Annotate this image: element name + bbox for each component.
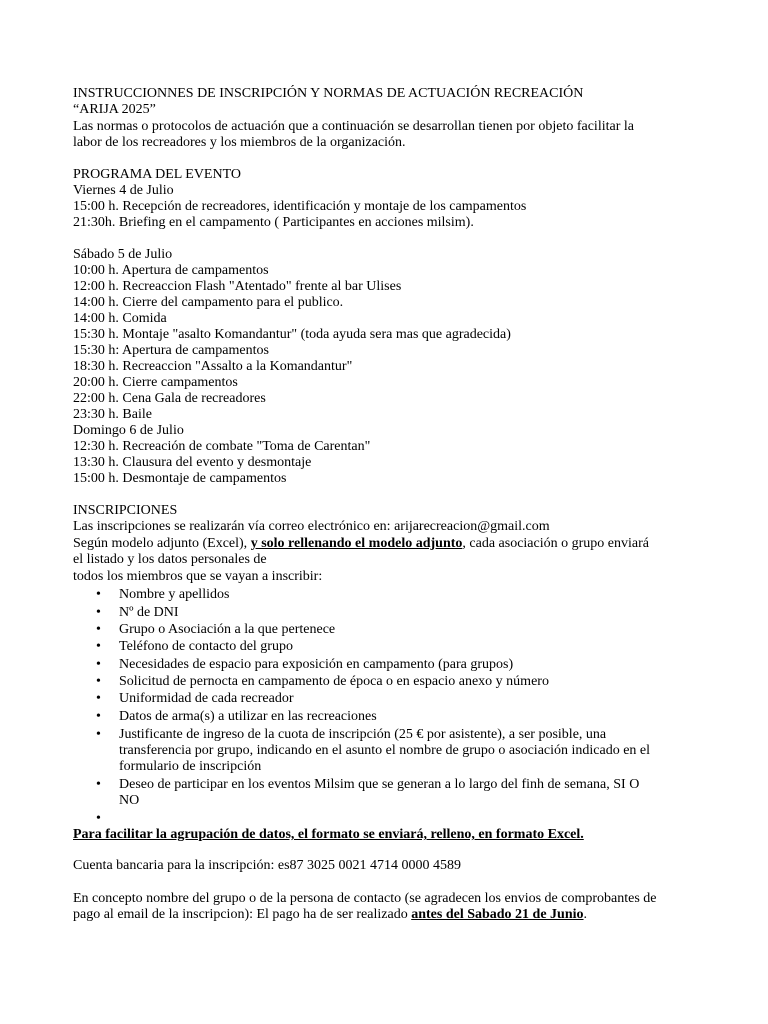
bullet-marker: • — [96, 777, 101, 792]
concept-line1: En concepto nombre del grupo o de la persona de contacto (se agradecen los envios de comprobantes de — [73, 891, 657, 906]
payment-deadline: antes del Sabado 21 de Junio — [411, 907, 584, 922]
day1-heading: Viernes 4 de Julio — [73, 183, 174, 198]
document-title-line2: “ARIJA 2025” — [73, 102, 156, 117]
bullet-item: Teléfono de contacto del grupo — [119, 639, 293, 654]
day2-heading: Sábado 5 de Julio — [73, 247, 173, 262]
schedule-item: 21:30h. Briefing en el campamento ( Participantes en acciones milsim). — [73, 215, 474, 230]
schedule-item: 14:00 h. Cierre del campamento para el publico. — [73, 295, 344, 310]
bullet-marker: • — [96, 709, 101, 724]
model-line — [73, 536, 649, 552]
document-title-line1: INSTRUCCIONNES DE INSCRIPCIÓN Y NORMAS DE ACTUACIÓN RECREACIÓN — [73, 86, 584, 101]
schedule-item: 23:30 h. Baile — [73, 407, 152, 422]
concept-line2-post: . — [583, 907, 588, 922]
schedule-item: 15:00 h. Desmontaje de campamentos — [73, 471, 287, 486]
day3-heading: Domingo 6 de Julio — [73, 423, 184, 438]
programa-heading: PROGRAMA DEL EVENTO — [73, 167, 242, 182]
format-note: Para facilitar la agrupación de datos, el formato se enviará, relleno, en formato Excel. — [73, 827, 584, 842]
bullet-item: Grupo o Asociación a la que pertenece — [119, 622, 336, 637]
bullet-item: Deseo de participar en los eventos Milsim que se generan a lo largo del finh de semana, SI O — [119, 777, 640, 792]
bullet-marker: • — [96, 727, 101, 742]
bullet-item-continued: NO — [119, 793, 140, 808]
listado-line: el listado y los datos personales de — [73, 552, 267, 567]
bullet-item: Datos de arma(s) a utilizar en las recreaciones — [119, 709, 377, 724]
schedule-item: 15:30 h: Apertura de campamentos — [73, 343, 269, 358]
bank-account-line: Cuenta bancaria para la inscripción: es87 3025 0021 4714 0000 4589 — [73, 858, 462, 873]
bullet-marker: • — [96, 622, 101, 637]
schedule-item: 13:30 h. Clausura del evento y desmontaje — [73, 455, 312, 470]
inscripciones-heading: INSCRIPCIONES — [73, 503, 178, 518]
schedule-item: 15:00 h. Recepción de recreadores, identificación y montaje de los campamentos — [73, 199, 527, 214]
bullet-marker: • — [96, 605, 101, 620]
bullet-item: Nombre y apellidos — [119, 587, 230, 602]
schedule-item: 10:00 h. Apertura de campamentos — [73, 263, 269, 278]
bullet-marker: • — [96, 674, 101, 689]
intro-line1: Las normas o protocolos de actuación que a continuación se desarrollan tienen por objeto facilitar la — [73, 119, 634, 134]
schedule-item: 15:30 h. Montaje "asalto Komandantur" (toda ayuda sera mas que agradecida) — [73, 327, 511, 342]
bullet-marker: • — [96, 657, 101, 672]
bullet-item: Nº de DNI — [119, 605, 179, 620]
model-line-pre: Según modelo adjunto (Excel), — [73, 536, 251, 551]
bullet-item-continued: formulario de inscripción — [119, 759, 262, 774]
model-line-post: , cada asociación o grupo enviará — [462, 536, 649, 551]
model-line-bold: y solo rellenando el modelo adjunto — [250, 536, 463, 551]
schedule-item: 14:00 h. Comida — [73, 311, 167, 326]
bullet-marker: • — [96, 639, 101, 654]
bullet-item: Necesidades de espacio para exposición en campamento (para grupos) — [119, 657, 514, 672]
concept-line2-pre: pago al email de la inscripcion): El pago ha de ser realizado — [73, 907, 412, 922]
bullet-item: Justificante de ingreso de la cuota de inscripción (25 € por asistente), a ser posible, una — [119, 727, 607, 742]
bullet-marker: • — [96, 691, 101, 706]
schedule-item: 18:30 h. Recreaccion "Assalto a la Komandantur" — [73, 359, 353, 374]
schedule-item: 12:00 h. Recreaccion Flash "Atentado" frente al bar Ulises — [73, 279, 402, 294]
schedule-item: 12:30 h. Recreación de combate "Toma de Carentan" — [73, 439, 371, 454]
intro-line2: labor de los recreadores y los miembros de la organización. — [73, 135, 406, 150]
bullet-marker: • — [96, 587, 101, 602]
concept-line2 — [73, 907, 587, 923]
bullet-item-continued: transferencia por grupo, indicando en el asunto el nombre de grupo o asociación indicado en el — [119, 743, 651, 758]
bullet-marker: • — [96, 811, 101, 826]
bullet-item: Solicitud de pernocta en campamento de época o en espacio anexo y número — [119, 674, 549, 689]
bullet-item: Uniformidad de cada recreador — [119, 691, 294, 706]
schedule-item: 20:00 h. Cierre campamentos — [73, 375, 238, 390]
schedule-item: 22:00 h. Cena Gala de recreadores — [73, 391, 266, 406]
email-line: Las inscripciones se realizarán vía correo electrónico en: arijarecreacion@gmail.com — [73, 519, 550, 534]
todos-line: todos los miembros que se vayan a inscribir: — [73, 569, 323, 584]
